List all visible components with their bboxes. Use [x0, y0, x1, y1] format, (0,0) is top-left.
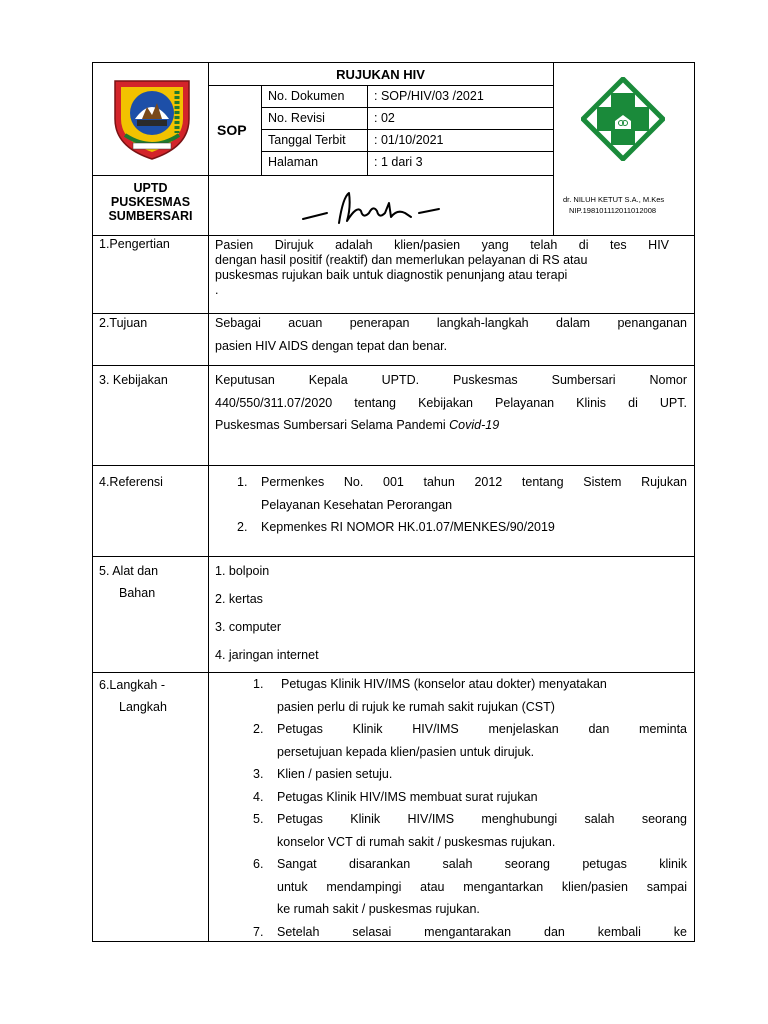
list-number: 2.	[253, 722, 264, 736]
text-line: pasien HIV AIDS dengan tepat dan benar.	[215, 338, 448, 353]
divider	[367, 85, 368, 175]
meta-value-tanggal-terbit: : 01/10/2021	[374, 133, 444, 147]
list-item	[253, 786, 687, 809]
label-line: 6.Langkah -	[99, 678, 166, 692]
signatory-nip: NIP.198101112011012008	[569, 206, 657, 215]
meta-label-tanggal-terbit: Tanggal Terbit	[268, 133, 346, 147]
divider	[93, 465, 695, 466]
divider	[261, 151, 553, 152]
list-item: 4. jaringan internet	[215, 648, 319, 662]
divider	[261, 129, 553, 130]
list-number: 3.	[253, 767, 264, 781]
meta-value-halaman: : 1 dari 3	[374, 155, 423, 169]
text-line: Keputusan Kepala UPTD. Puskesmas Sumbersari Nomor	[215, 373, 687, 387]
list-number: 6.	[253, 857, 264, 871]
list-item	[253, 921, 687, 943]
label-line: Langkah	[119, 700, 167, 714]
organization-name	[93, 181, 208, 223]
text-line: Petugas Klinik HIV/IMS (konselor atau dokter) menyatakan	[281, 677, 607, 691]
list-item: 3. computer	[215, 620, 282, 634]
alat-list	[215, 557, 665, 669]
text-line: Petugas Klinik HIV/IMS menjelaskan dan meminta	[277, 722, 687, 736]
section-label-alat	[99, 560, 158, 604]
meta-value-no-revisi: : 02	[374, 111, 395, 125]
list-item: 1. bolpoin	[215, 564, 270, 578]
list-number: 5.	[253, 812, 264, 826]
meta-label-no-revisi: No. Revisi	[268, 111, 325, 125]
list-item	[237, 516, 687, 539]
regency-emblem-icon	[107, 73, 197, 163]
meta-label-no-dokumen: No. Dokumen	[268, 89, 345, 103]
text-line: persetujuan kepada klien/pasien untuk dirujuk.	[277, 744, 535, 759]
divider	[208, 85, 553, 86]
signatory-name: dr. NILUH KETUT S.A., M.Kes	[563, 195, 665, 204]
label-line: Bahan	[119, 586, 156, 600]
text-line: Sangat disarankan salah seorang petugas klinik	[277, 857, 687, 871]
sop-label: SOP	[217, 122, 247, 138]
text-line: Sebagai acuan penerapan langkah-langkah dalam penanganan	[215, 316, 687, 330]
divider	[261, 85, 262, 175]
section-text-pengertian	[215, 238, 687, 298]
divider	[93, 175, 553, 176]
text-line: .	[215, 283, 219, 297]
list-item	[253, 718, 687, 763]
text-line: Setelah selasai mengantarakan dan kembali ke	[277, 924, 687, 939]
org-line: SUMBERSARI	[108, 209, 193, 223]
text-line: puskesmas rujukan baik untuk diagnostik penunjang atau terapi	[215, 268, 568, 282]
section-text-kebijakan	[215, 369, 687, 437]
section-label-langkah	[99, 674, 167, 718]
section-text-tujuan	[215, 312, 687, 357]
text-line: 440/550/311.07/2020 tentang Kebijakan Pelayanan Klinis di UPT.	[215, 395, 687, 410]
section-label-pengertian: 1.Pengertian	[99, 237, 170, 251]
org-line: UPTD	[133, 181, 168, 195]
langkah-list	[253, 673, 687, 942]
text-line	[215, 414, 687, 437]
divider	[93, 365, 695, 366]
referensi-list	[237, 471, 687, 539]
divider	[553, 63, 554, 235]
list-number: 4.	[253, 789, 264, 804]
divider	[93, 235, 695, 236]
puskesmas-logo-icon	[581, 77, 665, 161]
divider	[261, 107, 553, 108]
text-line: Permenkes No. 001 tahun 2012 tentang Sistem Rujukan	[261, 475, 687, 489]
list-item	[253, 673, 687, 718]
divider	[208, 235, 209, 942]
label-line: 5. Alat dan	[99, 564, 159, 578]
text-line: Petugas Klinik HIV/IMS membuat surat rujukan	[277, 789, 538, 804]
list-number: 2.	[237, 520, 248, 534]
signature-icon	[293, 183, 463, 231]
list-number: 1.	[253, 677, 264, 691]
divider	[208, 175, 209, 235]
text-line: Pasien Dirujuk adalah klien/pasien yang telah di tes HIV	[215, 238, 669, 252]
list-item	[237, 471, 687, 516]
list-item	[253, 808, 687, 853]
text-line: pasien perlu di rujuk ke rumah sakit rujukan (CST)	[277, 699, 555, 714]
text-line: dengan hasil positif (reaktif) dan memerlukan pelayanan di RS atau	[215, 253, 588, 267]
sop-document	[92, 62, 695, 942]
text-span: Puskesmas Sumbersari Selama Pandemi	[215, 418, 450, 432]
list-item	[253, 853, 687, 921]
text-line: konselor VCT di rumah sakit / puskesmas rujukan.	[277, 834, 556, 849]
list-item	[253, 763, 687, 786]
text-line: Petugas Klinik HIV/IMS menghubungi salah seorang	[277, 812, 687, 826]
text-italic: Covid-19	[449, 418, 500, 432]
text-line: untuk mendampingi atau mengantarkan klien/pasien sampai	[277, 879, 687, 894]
meta-value-no-dokumen: : SOP/HIV/03 /2021	[374, 89, 484, 103]
text-line: Kepmenkes RI NOMOR HK.01.07/MENKES/90/2019	[261, 520, 555, 534]
text-line: Klien / pasien setuju.	[277, 767, 393, 781]
section-label-tujuan: 2.Tujuan	[99, 316, 148, 330]
org-line: PUSKESMAS	[110, 195, 191, 209]
text-line: Pelayanan Kesehatan Perorangan	[261, 497, 453, 512]
text-line: ke rumah sakit / puskesmas rujukan.	[277, 902, 480, 916]
section-label-referensi: 4.Referensi	[99, 475, 163, 489]
document-title: RUJUKAN HIV	[336, 67, 425, 82]
list-number: 1.	[237, 475, 248, 489]
list-item: 2. kertas	[215, 592, 263, 606]
section-label-kebijakan: 3. Kebijakan	[99, 373, 168, 387]
meta-label-halaman: Halaman	[268, 155, 319, 169]
list-number: 7.	[253, 924, 264, 939]
